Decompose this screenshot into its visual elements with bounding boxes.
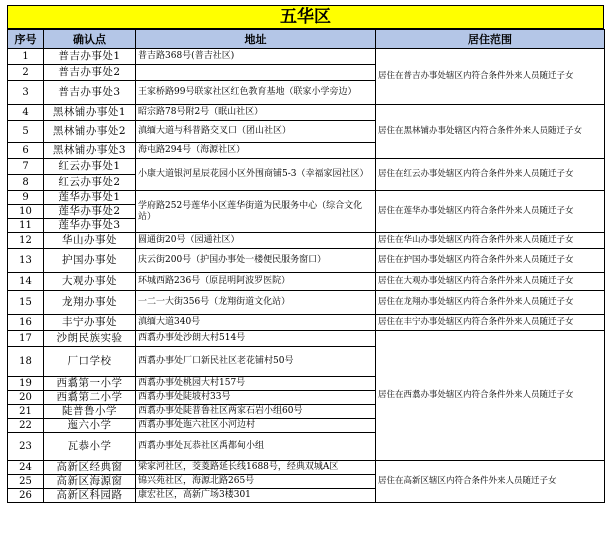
table-row (8, 273, 605, 291)
row-index: 12 (8, 233, 44, 249)
header-range: 居住范围 (376, 30, 605, 49)
table-title: 五华区 (7, 5, 604, 29)
row-point: 大观办事处 (44, 273, 136, 291)
row-address: 西翥办事处陡坡村33号 (136, 391, 376, 405)
header-address: 地址 (136, 30, 376, 49)
row-index: 22 (8, 419, 44, 433)
row-point: 黑林铺办事处2 (44, 121, 136, 143)
row-index: 26 (8, 489, 44, 503)
row-index: 2 (8, 65, 44, 81)
row-index: 1 (8, 49, 44, 65)
row-address: 西翥办事处陡普鲁社区两家石岩小组60号 (136, 405, 376, 419)
row-point: 高新区海源窗 (44, 475, 136, 489)
table-row (8, 331, 605, 347)
row-point: 莲华办事处2 (44, 205, 136, 219)
row-point: 丰宁办事处 (44, 315, 136, 331)
row-address: 锦兴苑社区，海源北路265号 (136, 475, 376, 489)
row-address: 西翥办事处桃园大村157号 (136, 377, 376, 391)
row-point: 西翥第一小学 (44, 377, 136, 391)
row-range: 居住在丰宁办事处辖区内符合条件外来人员随迁子女 (376, 315, 605, 331)
row-point: 莲华办事处3 (44, 219, 136, 233)
row-address: 环城西路236号（原昆明阿波罗医院） (136, 273, 376, 291)
row-index: 4 (8, 105, 44, 121)
row-range: 居住在高新区辖区内符合条件外来人员随迁子女 (376, 461, 605, 503)
row-index: 10 (8, 205, 44, 219)
row-address: 海屯路294号（海源社区） (136, 143, 376, 159)
table-row (8, 315, 605, 331)
row-point: 高新区经典窗 (44, 461, 136, 475)
row-address: 西翥办事处瓦恭社区禹都甸小组 (136, 433, 376, 461)
row-range: 居住在西翥办事处辖区内符合条件外来人员随迁子女 (376, 331, 605, 461)
row-address: 王家桥路99号联家社区红色教育基地（联家小学旁边） (136, 81, 376, 105)
table-row (8, 461, 605, 475)
row-index: 8 (8, 175, 44, 191)
row-point: 护国办事处 (44, 249, 136, 273)
row-index: 11 (8, 219, 44, 233)
row-point: 西翥第二小学 (44, 391, 136, 405)
row-address: 西翥办事处厂口新民社区老花铺村50号 (136, 347, 376, 377)
row-point: 沙朗民族实验 (44, 331, 136, 347)
header-point: 确认点 (44, 30, 136, 49)
row-index: 9 (8, 191, 44, 205)
row-index: 17 (8, 331, 44, 347)
row-index: 3 (8, 81, 44, 105)
row-point: 陡普鲁小学 (44, 405, 136, 419)
row-point: 红云办事处1 (44, 159, 136, 175)
row-range: 居住在莲华办事处辖区内符合条件外来人员随迁子女 (376, 191, 605, 233)
row-address: 学府路252号莲华小区莲华街道为民服务中心（综合文化站） (136, 191, 376, 233)
header-row (8, 30, 605, 49)
row-index: 18 (8, 347, 44, 377)
row-point: 瓦恭小学 (44, 433, 136, 461)
table-row (8, 159, 605, 175)
row-index: 7 (8, 159, 44, 175)
row-index: 16 (8, 315, 44, 331)
row-address: 西翥办事处迤六社区小河边村 (136, 419, 376, 433)
table-row (8, 291, 605, 315)
row-address (136, 65, 376, 81)
row-point: 厂口学校 (44, 347, 136, 377)
row-point: 黑林铺办事处3 (44, 143, 136, 159)
row-index: 19 (8, 377, 44, 391)
row-address: 昭宗路78号附2号（眠山社区） (136, 105, 376, 121)
row-address: 庆云街200号（护国办事处一楼便民服务窗口） (136, 249, 376, 273)
row-address: 梁家河社区，茭菱路延长线1688号，经典双城A区 (136, 461, 376, 475)
row-index: 5 (8, 121, 44, 143)
row-address: 滇缅大道340号 (136, 315, 376, 331)
row-point: 龙翔办事处 (44, 291, 136, 315)
header-index: 序号 (8, 30, 44, 49)
row-point: 普吉办事处3 (44, 81, 136, 105)
row-address: 小康大道银河星辰花园小区外围商铺5-3（幸福家园社区） (136, 159, 376, 191)
table-row (8, 233, 605, 249)
row-index: 14 (8, 273, 44, 291)
row-index: 21 (8, 405, 44, 419)
row-index: 6 (8, 143, 44, 159)
row-point: 高新区科园路 (44, 489, 136, 503)
row-range: 居住在华山办事处辖区内符合条件外来人员随迁子女 (376, 233, 605, 249)
row-range: 居住在大观办事处辖区内符合条件外来人员随迁子女 (376, 273, 605, 291)
row-point: 红云办事处2 (44, 175, 136, 191)
row-index: 15 (8, 291, 44, 315)
row-range: 居住在龙翔办事处辖区内符合条件外来人员随迁子女 (376, 291, 605, 315)
row-range: 居住在普吉办事处辖区内符合条件外来人员随迁子女 (376, 49, 605, 105)
table-row (8, 191, 605, 205)
row-point: 莲华办事处1 (44, 191, 136, 205)
row-address: 滇缅大道与科普路交叉口（团山社区） (136, 121, 376, 143)
row-index: 13 (8, 249, 44, 273)
row-address: 西翥办事处沙朗大村514号 (136, 331, 376, 347)
confirmation-points-table (7, 29, 605, 503)
row-range: 居住在护国办事处辖区内符合条件外来人员随迁子女 (376, 249, 605, 273)
table-row (8, 249, 605, 273)
row-range: 居住在红云办事处辖区内符合条件外来人员随迁子女 (376, 159, 605, 191)
row-index: 25 (8, 475, 44, 489)
table-container (7, 5, 604, 503)
row-index: 23 (8, 433, 44, 461)
row-address: 普吉路368号(普吉社区) (136, 49, 376, 65)
table-row (8, 49, 605, 65)
row-index: 24 (8, 461, 44, 475)
row-point: 迤六小学 (44, 419, 136, 433)
row-point: 普吉办事处2 (44, 65, 136, 81)
row-address: 圆通街20号（园通社区） (136, 233, 376, 249)
row-point: 黑林铺办事处1 (44, 105, 136, 121)
row-range: 居住在黑林铺办事处辖区内符合条件外来人员随迁子女 (376, 105, 605, 159)
row-point: 普吉办事处1 (44, 49, 136, 65)
row-point: 华山办事处 (44, 233, 136, 249)
table-row (8, 105, 605, 121)
row-address: 康宏社区，高新广场3楼301 (136, 489, 376, 503)
row-address: 一二一大街356号（龙翔街道文化站） (136, 291, 376, 315)
row-index: 20 (8, 391, 44, 405)
